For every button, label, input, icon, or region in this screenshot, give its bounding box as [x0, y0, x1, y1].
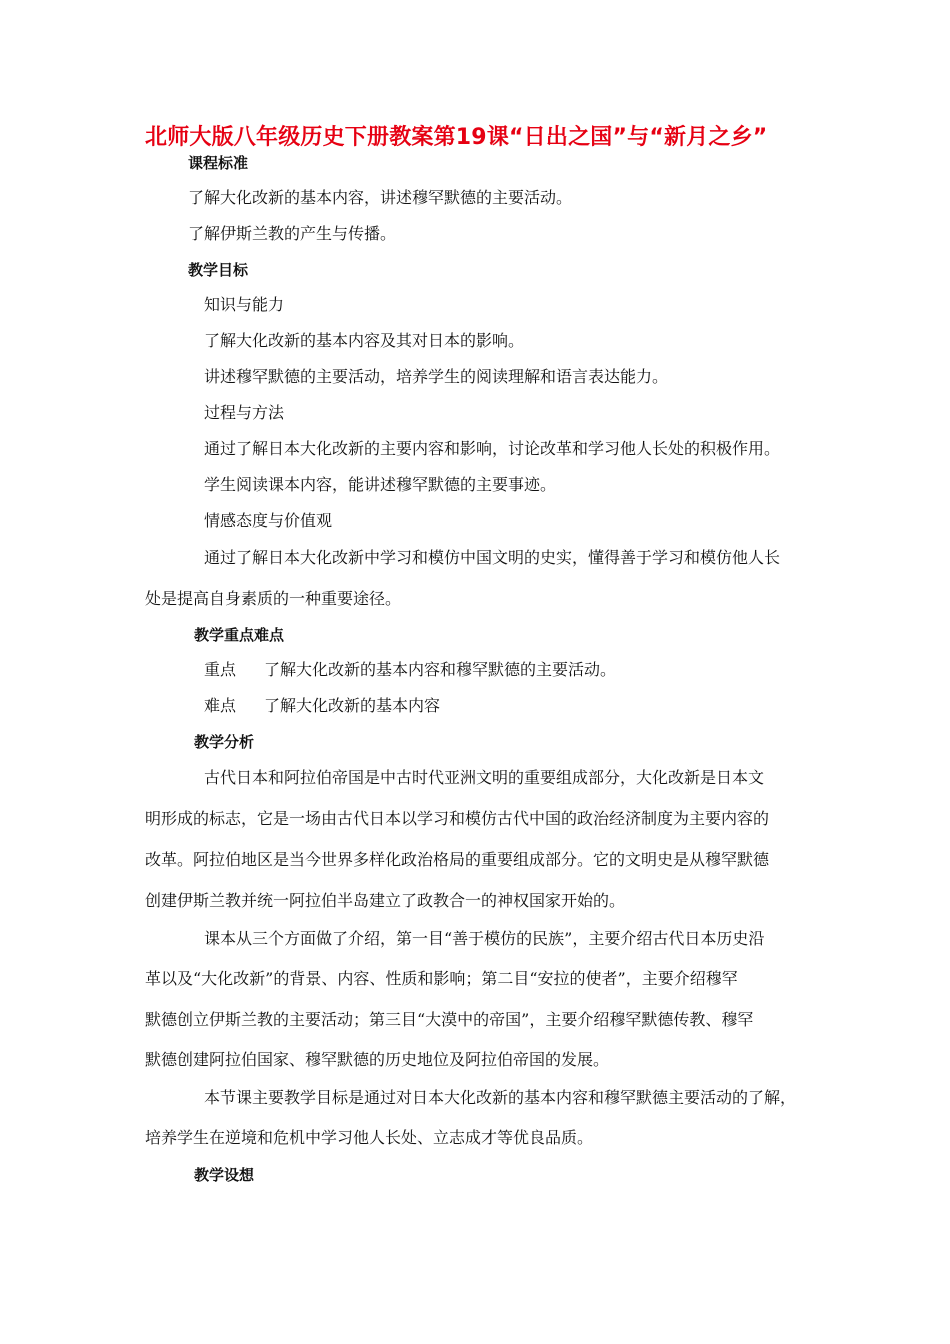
emotion-text-line: 通过了解日本大化改新中学习和模仿中国文明的史实，懂得善于学习和模仿他人长 [204, 548, 781, 567]
focus-row [204, 660, 616, 680]
analysis-paragraph-line: 明形成的标志，它是一场由古代日本以学习和模仿古代中国的政治经济制度为主要内容的 [145, 809, 770, 828]
process-item: 学生阅读课本内容，能讲述穆罕默德的主要事迹。 [204, 475, 557, 494]
analysis-paragraph-line: 创建伊斯兰教并统一阿拉伯半岛建立了政教合一的神权国家开始的。 [145, 891, 626, 910]
document-title: 北师大版八年级历史下册教案第19课“日出之国”与“新月之乡” [145, 125, 768, 150]
subheading-emotion: 情感态度与价值观 [204, 511, 333, 530]
heading-design: 教学设想 [194, 1166, 255, 1184]
difficulty-label: 难点 [204, 696, 237, 715]
heading-key-points: 教学重点难点 [194, 626, 285, 644]
analysis-paragraph-line: 革以及“大化改新”的背景、内容、性质和影响；第二目“安拉的使者”，主要介绍穆罕 [145, 969, 738, 988]
course-standard-item: 了解伊斯兰教的产生与传播。 [188, 224, 397, 243]
analysis-paragraph-line: 改革。阿拉伯地区是当今世界多样化政治格局的重要组成部分。它的文明史是从穆罕默德 [145, 850, 770, 869]
difficulty-text: 了解大化改新的基本内容 [264, 696, 441, 715]
subheading-knowledge: 知识与能力 [204, 295, 285, 314]
analysis-paragraph-line: 本节课主要教学目标是通过对日本大化改新的基本内容和穆罕默德主要活动的了解， [204, 1088, 797, 1107]
difficulty-row [204, 696, 440, 716]
emotion-text-line: 处是提高自身素质的一种重要途径。 [145, 589, 402, 608]
heading-course-standard: 课程标准 [188, 154, 249, 172]
heading-teaching-goals: 教学目标 [188, 261, 249, 279]
knowledge-item: 讲述穆罕默德的主要活动，培养学生的阅读理解和语言表达能力。 [204, 367, 669, 386]
course-standard-item: 了解大化改新的基本内容，讲述穆罕默德的主要活动。 [188, 188, 573, 207]
analysis-paragraph-line: 培养学生在逆境和危机中学习他人长处、立志成才等优良品质。 [145, 1128, 594, 1147]
analysis-paragraph-line: 默德创立伊斯兰教的主要活动；第三目“大漠中的帝国”，主要介绍穆罕默德传教、穆罕 [145, 1010, 754, 1029]
knowledge-item: 了解大化改新的基本内容及其对日本的影响。 [204, 331, 525, 350]
analysis-paragraph-line: 古代日本和阿拉伯帝国是中古时代亚洲文明的重要组成部分，大化改新是日本文 [204, 768, 765, 787]
focus-text: 了解大化改新的基本内容和穆罕默德的主要活动。 [264, 660, 617, 679]
focus-label: 重点 [204, 660, 237, 679]
analysis-paragraph-line: 课本从三个方面做了介绍，第一目“善于模仿的民族”，主要介绍古代日本历史沿 [204, 929, 765, 948]
process-item: 通过了解日本大化改新的主要内容和影响，讨论改革和学习他人长处的积极作用。 [204, 439, 781, 458]
analysis-paragraph-line: 默德创建阿拉伯国家、穆罕默德的历史地位及阿拉伯帝国的发展。 [145, 1050, 610, 1069]
subheading-process: 过程与方法 [204, 403, 285, 422]
heading-analysis: 教学分析 [194, 733, 255, 751]
